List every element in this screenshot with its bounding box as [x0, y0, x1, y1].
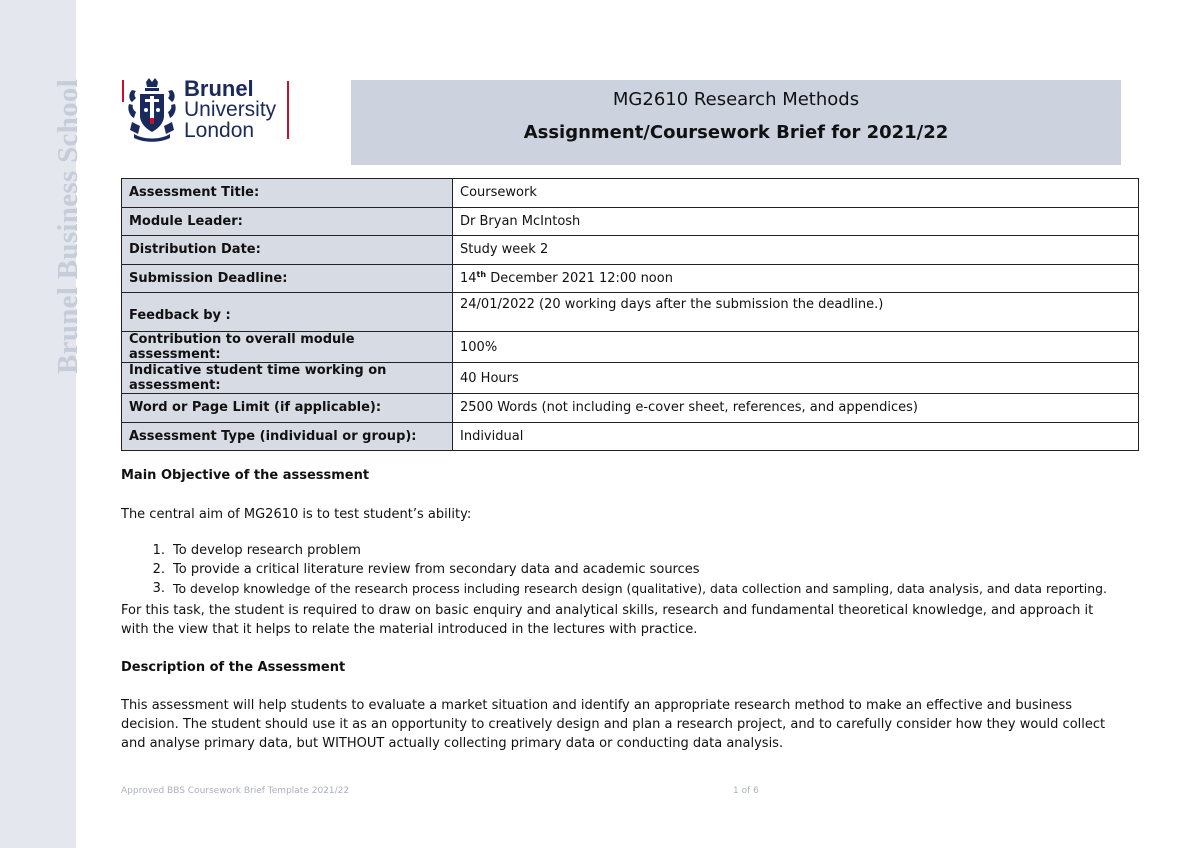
assessment-details-table — [121, 178, 1139, 451]
table-row — [122, 363, 1139, 394]
deadline-ordinal: th — [476, 270, 487, 280]
table-row — [122, 264, 1139, 293]
university-crest-icon — [126, 78, 178, 142]
distribution-date-label: Distribution Date: — [122, 236, 453, 265]
distribution-date-value: Study week 2 — [453, 236, 1139, 265]
feedback-label: Feedback by : — [122, 293, 453, 332]
table-row — [122, 207, 1139, 236]
objective-heading: Main Objective of the assessment — [121, 468, 370, 483]
time-label: Indicative student time working on assessment: — [122, 363, 453, 394]
table-row — [122, 236, 1139, 265]
logo-divider-left — [122, 80, 124, 102]
list-number: 2. — [152, 562, 165, 577]
contribution-label: Contribution to overall module assessment: — [122, 332, 453, 363]
list-number: 1. — [152, 543, 165, 558]
logo-word-brunel: Brunel — [184, 76, 254, 101]
module-title: MG2610 Research Methods — [612, 89, 860, 110]
document-header — [351, 80, 1121, 165]
description-paragraph: This assessment will help students to evaluate a market situation and identify an appropriate research method to make an effective and business decision. The student should use it as an opportunity to creatively design and plan a research project, and to carefully consider how they would collect and analyse primary data, but WITHOUT actually collecting primary data or conducting data analysis. — [121, 698, 1106, 751]
table-row — [122, 394, 1139, 423]
module-leader-value: Dr Bryan McIntosh — [453, 207, 1139, 236]
word-limit-value: 2500 Words (not including e-cover sheet, references, and appendices) — [453, 394, 1139, 423]
logo-wordmark — [184, 78, 276, 141]
table-row — [122, 179, 1139, 208]
deadline-rest: December 2021 12:00 noon — [486, 271, 673, 287]
table-row — [122, 422, 1139, 451]
logo-word-university: University — [184, 98, 277, 121]
assessment-type-label: Assessment Type (individual or group): — [122, 422, 453, 451]
brief-title: Assignment/Coursework Brief for 2021/22 — [523, 122, 949, 143]
university-logo — [122, 78, 292, 142]
footer-template-label: Approved BBS Coursework Brief Template 2021/22 — [121, 786, 350, 796]
assessment-title-label: Assessment Title: — [122, 179, 453, 208]
module-leader-label: Module Leader: — [122, 207, 453, 236]
logo-word-london: London — [184, 119, 255, 142]
time-value: 40 Hours — [453, 363, 1139, 394]
table-row — [122, 332, 1139, 363]
feedback-value: 24/01/2022 (20 working days after the submission the deadline.) — [453, 293, 1139, 332]
list-item: To develop research problem — [173, 543, 361, 558]
word-limit-label: Word or Page Limit (if applicable): — [122, 394, 453, 423]
deadline-day: 14 — [460, 271, 477, 287]
contribution-value: 100% — [453, 332, 1139, 363]
sidebar-watermark-text: Brunel Business School — [52, 78, 84, 374]
footer-page-number: 1 of 6 — [733, 786, 759, 796]
submission-deadline-label: Submission Deadline: — [122, 264, 453, 293]
list-number: 3. — [152, 581, 165, 596]
objective-intro: The central aim of MG2610 is to test student’s ability: — [121, 507, 472, 522]
list-item: To develop knowledge of the research process including research design (qualitative), data collection and sampling, data analysis, and data reporting. — [173, 581, 1107, 596]
logo-divider-right — [287, 81, 289, 139]
table-row — [122, 293, 1139, 332]
assessment-type-value: Individual — [453, 422, 1139, 451]
list-item: To provide a critical literature review from secondary data and academic sources — [173, 562, 700, 577]
description-heading: Description of the Assessment — [121, 660, 346, 675]
assessment-title-value: Coursework — [453, 179, 1139, 208]
objective-paragraph: For this task, the student is required to draw on basic enquiry and analytical skills, research and fundamental theoretical knowledge, and approach it with the view that it helps to relate the material introduced in the lectures with practice. — [121, 603, 1094, 637]
submission-deadline-value — [453, 264, 1139, 293]
sidebar-notch — [0, 0, 80, 24]
